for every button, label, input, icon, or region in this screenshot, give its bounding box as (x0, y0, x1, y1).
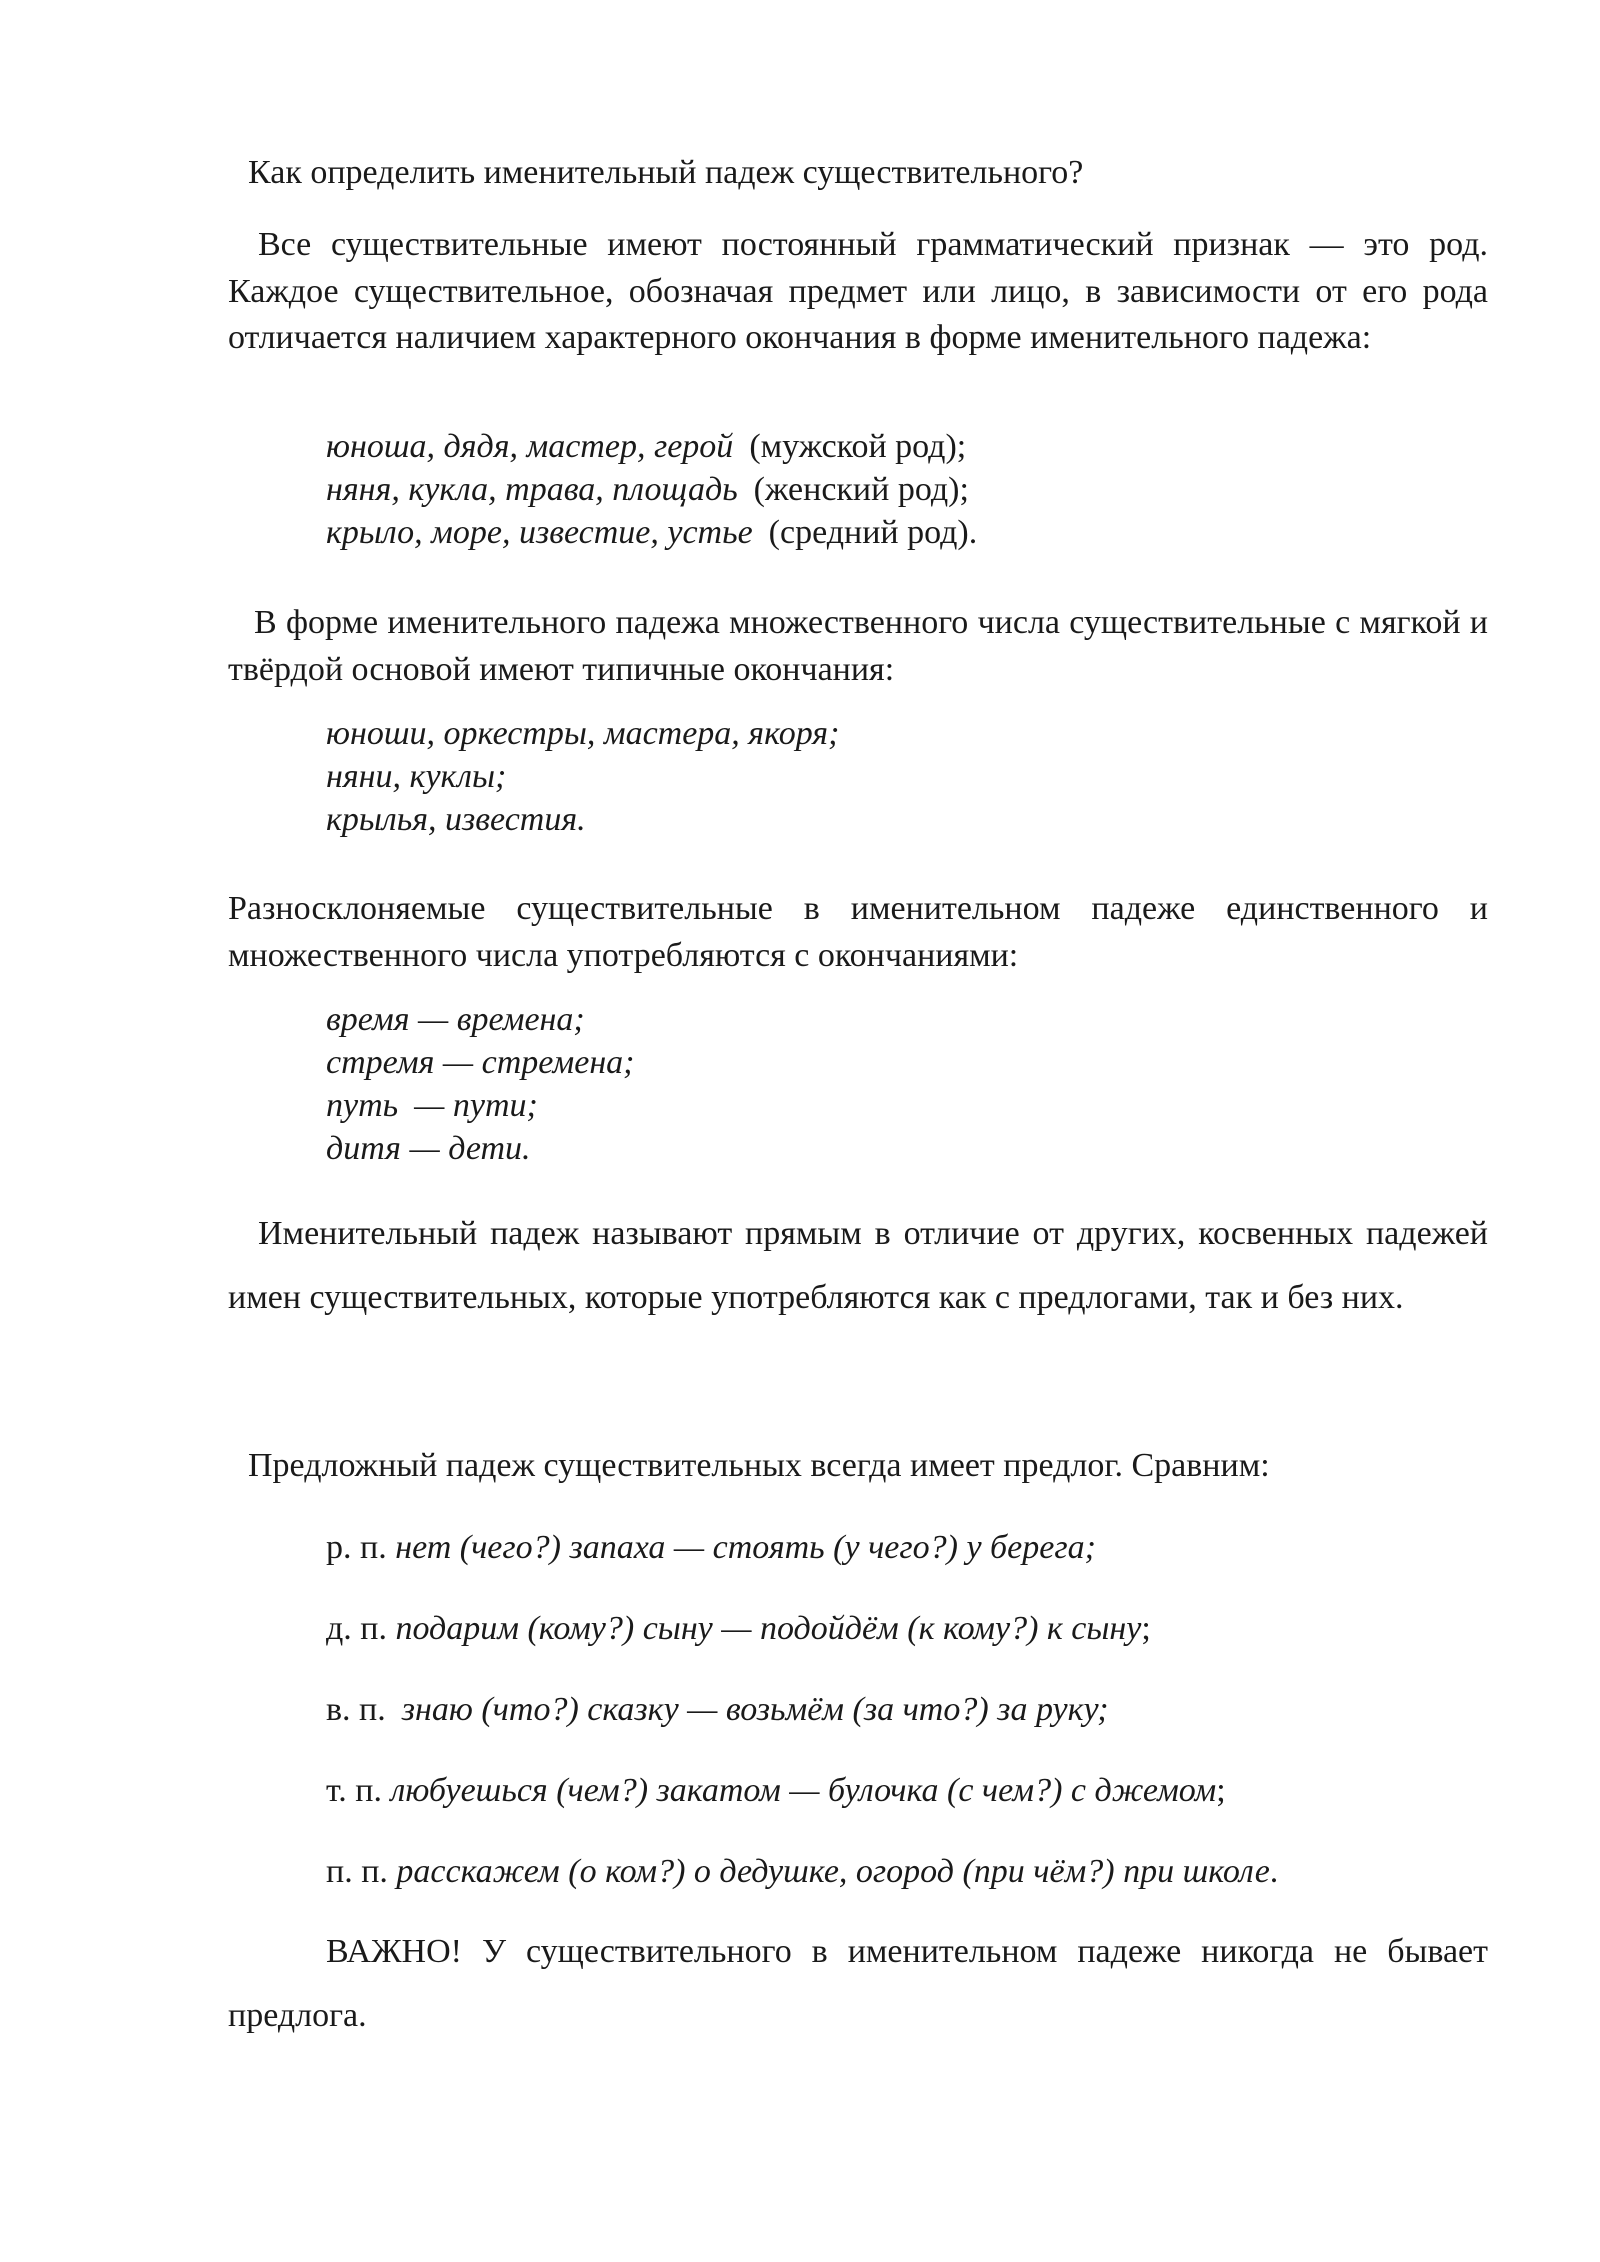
example-line (326, 998, 635, 1041)
important-note: ВАЖНО! У существительного в именительном падеже никогда не бывает предлога. (228, 1933, 1488, 2034)
example-words: няня, кукла, трава, площадь (326, 471, 738, 508)
case-example-dative: д. п. подарим (кому?) сыну — подойдём (к кому?) к сыну; (326, 1610, 1151, 1647)
example-line: юноши, оркестры, мастера, якоря; (326, 715, 840, 752)
paragraph-prepositional: Предложный падеж существительных всегда имеет предлог. Сравним: (248, 1447, 1270, 1484)
example-singular: стремя (326, 1044, 435, 1081)
paragraph-plural: В форме именительного падежа множественного числа существительные с мягкой и твёрдой основой имеют типичные окончания: (228, 604, 1488, 688)
example-singular: время (326, 1001, 410, 1038)
case-example-genitive (326, 1525, 1096, 1571)
example-neuter (326, 511, 977, 554)
example-words: юноша, дядя, мастер, герой (326, 428, 734, 465)
paragraph-nominative: Именительный падеж называют прямым в отличие от других, косвенных падежей имен существительных, которые употребляются как с предлогами, так и без них. (228, 1215, 1488, 1316)
case-example-prepositional: п. п. расскажем (о ком?) о дедушке, огород (при чём?) при школе. (326, 1853, 1279, 1890)
case-text: знаю (что?) сказку — возьмём (за что?) за руку; (401, 1691, 1109, 1728)
case-abbr: р. п. (326, 1529, 387, 1566)
paragraph-irregular: Разносклоняемые существительные в именительном падеже единственного и множественного числа употребляются с окончаниями: (228, 890, 1488, 974)
case-text: подарим (кому?) сыну — подойдём (к кому?) к сыну (395, 1610, 1142, 1647)
example-plural: — дети. (409, 1130, 531, 1167)
example-note: (женский род); (753, 471, 969, 508)
example-line: крылья, известия. (326, 801, 586, 838)
case-example-accusative (326, 1687, 1109, 1733)
example-singular: путь (326, 1087, 399, 1124)
case-text: расскажем (о ком?) о дедушке, огород (при чём?) при школе (396, 1853, 1270, 1890)
case-abbr: п. п. (326, 1853, 388, 1890)
paragraph-gender: Все существительные имеют постоянный грамматический признак — это род. Каждое существительное, обозначая предмет или лицо, в зависимости от его рода отличается наличием характерного окончания в форме именительного падежа: (228, 226, 1488, 356)
case-abbr: т. п. (326, 1772, 382, 1809)
example-line (326, 1041, 635, 1084)
case-text: любуешься (чем?) закатом — булочка (с чем?) с джемом (390, 1772, 1217, 1809)
example-words: крыло, море, известие, устье (326, 514, 753, 551)
example-masculine (326, 425, 977, 468)
plural-examples (326, 712, 839, 841)
case-example-instrumental: т. п. любуешься (чем?) закатом — булочка (с чем?) с джемом; (326, 1772, 1226, 1809)
example-line (326, 1127, 635, 1170)
gender-examples (326, 425, 977, 554)
example-note: (мужской род); (749, 428, 967, 465)
section-heading: Как определить именительный падеж существительного? (248, 154, 1084, 191)
case-abbr: в. п. (326, 1691, 386, 1728)
example-plural: — времена; (418, 1001, 585, 1038)
example-feminine (326, 468, 977, 511)
example-line (326, 1084, 635, 1127)
example-plural: — пути; (414, 1087, 538, 1124)
example-singular: дитя (326, 1130, 401, 1167)
irregular-examples (326, 998, 635, 1170)
case-abbr: д. п. (326, 1610, 387, 1647)
example-plural: — стремена; (442, 1044, 635, 1081)
example-note: (средний род). (768, 514, 978, 551)
case-text: нет (чего?) запаха — стоять (у чего?) у берега; (395, 1529, 1096, 1566)
example-line: няни, куклы; (326, 758, 507, 795)
